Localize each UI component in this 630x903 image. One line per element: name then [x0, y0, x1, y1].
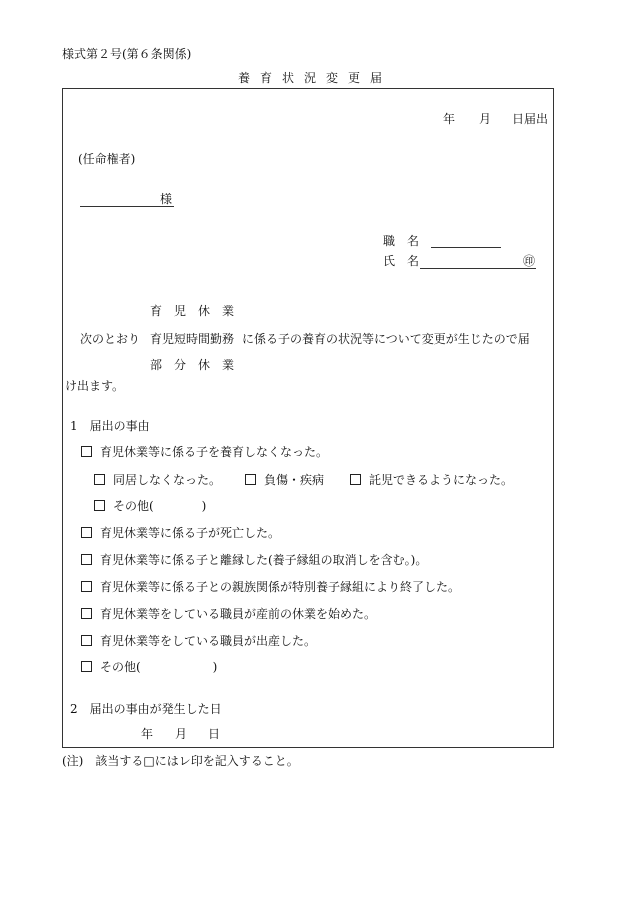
reason-sub-other[interactable]: [94, 500, 206, 512]
leave-type-partial: 部 分 休 業: [150, 358, 235, 372]
statement-continuation: け出ます。: [65, 379, 125, 393]
reason-label: 育児休業等に係る子が死亡した。: [100, 526, 281, 540]
section2-heading: 2 届出の事由が発生した日: [70, 702, 222, 716]
reason-label: その他( ): [100, 660, 218, 674]
reason-label: 同居しなくなった。: [113, 473, 222, 487]
section1-heading: 1 届出の事由: [70, 419, 150, 433]
footnote: (注) 該当する□にはレ印を記入すること。: [62, 754, 299, 768]
checkbox[interactable]: [81, 608, 92, 619]
checkbox[interactable]: [81, 581, 92, 592]
position-field[interactable]: [431, 234, 501, 248]
seal-mark: ㊞: [523, 254, 536, 268]
leave-type-short-hours: 育児短時間勤務: [150, 332, 235, 346]
name-label: 氏 名: [383, 254, 420, 268]
statement-suffix: に係る子の養育の状況等について変更が生じたので届: [242, 332, 530, 346]
checkbox[interactable]: [81, 527, 92, 538]
checkbox[interactable]: [94, 474, 105, 485]
submit-month-label: 月: [479, 112, 492, 126]
reason-other[interactable]: [81, 661, 217, 673]
leave-type-childcare: 育 児 休 業: [150, 304, 235, 318]
checkbox[interactable]: [81, 661, 92, 672]
reason-special-adoption[interactable]: [81, 581, 460, 593]
checkbox[interactable]: [245, 474, 256, 485]
reason-label: 育児休業等に係る子を養育しなくなった。: [100, 445, 329, 459]
reason-child-died[interactable]: [81, 527, 280, 539]
reason-label: その他( ): [113, 499, 207, 513]
appointer-label: (任命権者): [78, 152, 136, 166]
checkbox[interactable]: [81, 554, 92, 565]
reason-not-cohabiting[interactable]: [94, 474, 221, 486]
reason-label: 負傷・疾病: [264, 473, 325, 487]
reason-label: 育児休業等に係る子との親族関係が特別養子縁組により終了した。: [100, 580, 461, 594]
reason-dissolved-adoption[interactable]: [81, 554, 427, 566]
submit-day-label: 日届出: [512, 112, 549, 126]
reason-childcare-available[interactable]: [350, 474, 513, 486]
checkbox[interactable]: [81, 446, 92, 457]
reason-label: 託児できるようになった。: [369, 473, 514, 487]
reason-label: 育児休業等をしている職員が産前の休業を始めた。: [100, 607, 377, 621]
checkbox[interactable]: [81, 635, 92, 646]
reason-no-longer-raising[interactable]: [81, 446, 328, 458]
occurrence-month-label: 月: [175, 727, 188, 741]
position-label: 職 名: [383, 234, 420, 248]
form-frame: [62, 88, 554, 748]
reason-label: 育児休業等に係る子と離縁した(養子縁組の取消しを含む。)。: [100, 553, 428, 567]
name-field[interactable]: [420, 254, 536, 269]
checkbox[interactable]: [94, 500, 105, 511]
reason-label: 育児休業等をしている職員が出産した。: [100, 634, 317, 648]
form-title: 養育状況変更届: [237, 71, 392, 85]
occurrence-year-label: 年: [141, 727, 154, 741]
reason-gave-birth[interactable]: [81, 635, 316, 647]
occurrence-day-label: 日: [208, 727, 221, 741]
submit-year-label: 年: [443, 112, 456, 126]
reason-prenatal-leave[interactable]: [81, 608, 376, 620]
statement-prefix: 次のとおり: [80, 332, 141, 346]
form-number-label: 様式第２号(第６条関係): [62, 47, 192, 61]
appointer-honorific: 様: [160, 192, 173, 206]
reason-injury-illness[interactable]: [245, 474, 324, 486]
checkbox[interactable]: [350, 474, 361, 485]
